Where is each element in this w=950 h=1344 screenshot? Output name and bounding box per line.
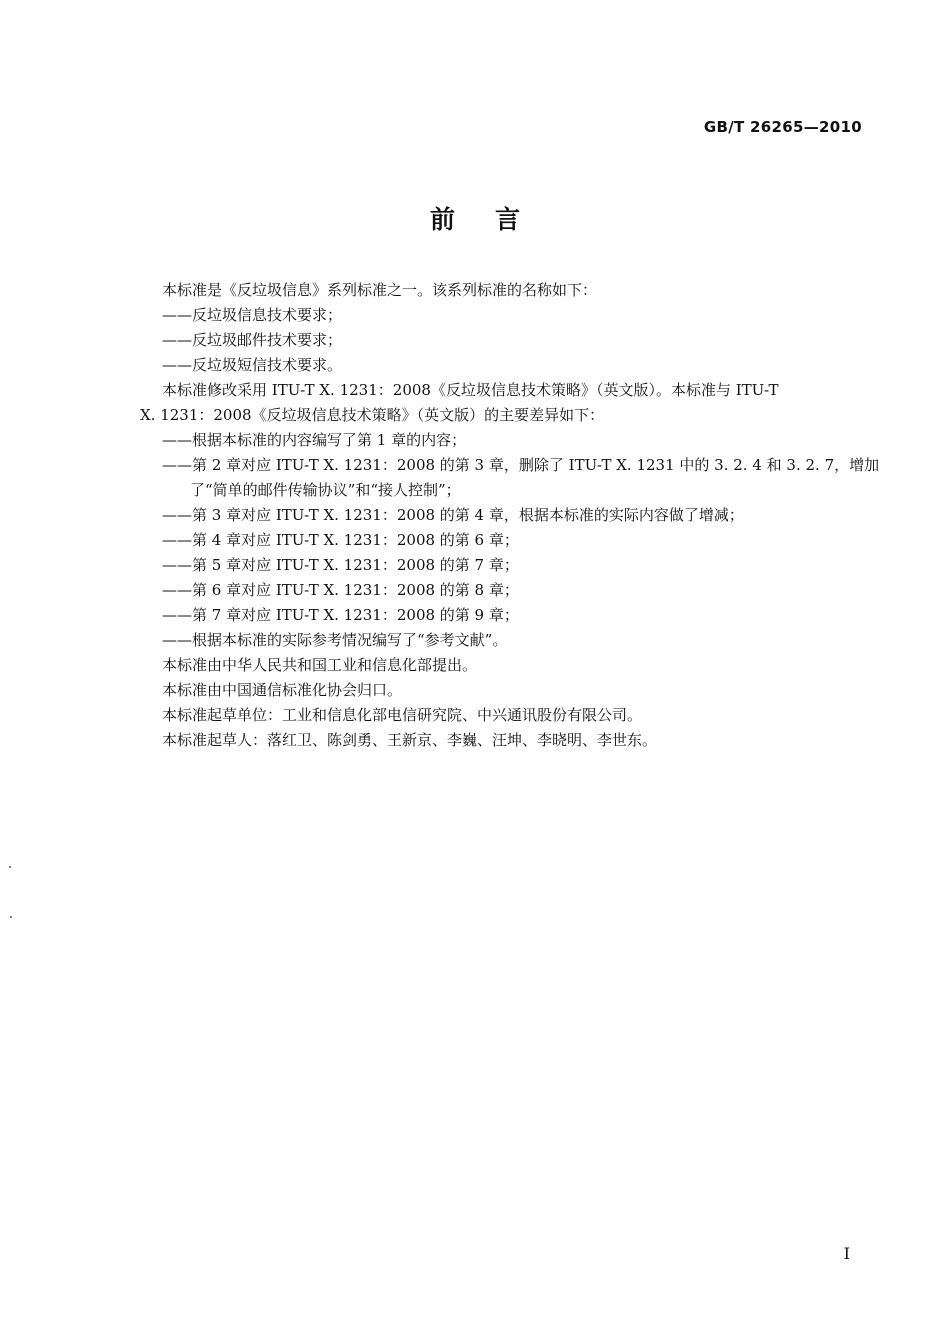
standard-number: GB/T 26265—2010 bbox=[703, 118, 862, 136]
paragraph-line: 本标准起草单位：工业和信息化部电信研究院、中兴通讯股份有限公司。 bbox=[162, 706, 643, 724]
foreword-body bbox=[92, 278, 880, 753]
list-item: ——反垃圾信息技术要求； bbox=[162, 306, 343, 324]
list-item: ——第 4 章对应 ITU-T X. 1231：2008 的第 6 章； bbox=[162, 531, 519, 549]
list-item-continuation: 了“简单的邮件传输协议”和“接人控制”； bbox=[190, 481, 461, 499]
scan-speck bbox=[10, 916, 12, 918]
list-item: ——根据本标准的实际参考情况编写了“参考文献”。 bbox=[162, 631, 508, 649]
paragraph-continuation: X. 1231：2008《反垃圾信息技术策略》（英文版）的主要差异如下： bbox=[140, 406, 605, 424]
page-title: 前言 bbox=[429, 205, 560, 234]
list-item: ——反垃圾邮件技术要求； bbox=[162, 331, 343, 349]
list-item: ——第 3 章对应 ITU-T X. 1231：2008 的第 4 章，根据本标准的实际内容做了增减； bbox=[162, 506, 744, 524]
page-number: I bbox=[843, 1244, 850, 1263]
paragraph-line: 本标准修改采用 ITU-T X. 1231：2008《反垃圾信息技术策略》（英文版）。本标准与 ITU-T bbox=[162, 381, 779, 399]
list-item: ——第 2 章对应 ITU-T X. 1231：2008 的第 3 章，删除了 ITU-T X. 1231 中的 3. 2. 4 和 3. 2. 7，增加 bbox=[162, 456, 880, 474]
list-item: ——第 6 章对应 ITU-T X. 1231：2008 的第 8 章； bbox=[162, 581, 519, 599]
list-item: ——第 5 章对应 ITU-T X. 1231：2008 的第 7 章； bbox=[162, 556, 519, 574]
paragraph-line: 本标准由中国通信标准化协会归口。 bbox=[162, 681, 403, 699]
paragraph-line: 本标准起草人：落红卫、陈剑勇、王新京、李巍、汪坤、李晓明、李世东。 bbox=[162, 731, 658, 749]
scan-speck bbox=[9, 866, 11, 868]
paragraph-line: 本标准由中华人民共和国工业和信息化部提出。 bbox=[162, 656, 478, 674]
list-item: ——反垃圾短信技术要求。 bbox=[162, 356, 343, 374]
list-item: ——第 7 章对应 ITU-T X. 1231：2008 的第 9 章； bbox=[162, 606, 519, 624]
paragraph-line: 本标准是《反垃圾信息》系列标准之一。该系列标准的名称如下： bbox=[162, 281, 598, 299]
list-item: ——根据本标准的内容编写了第 1 章的内容； bbox=[162, 431, 467, 449]
